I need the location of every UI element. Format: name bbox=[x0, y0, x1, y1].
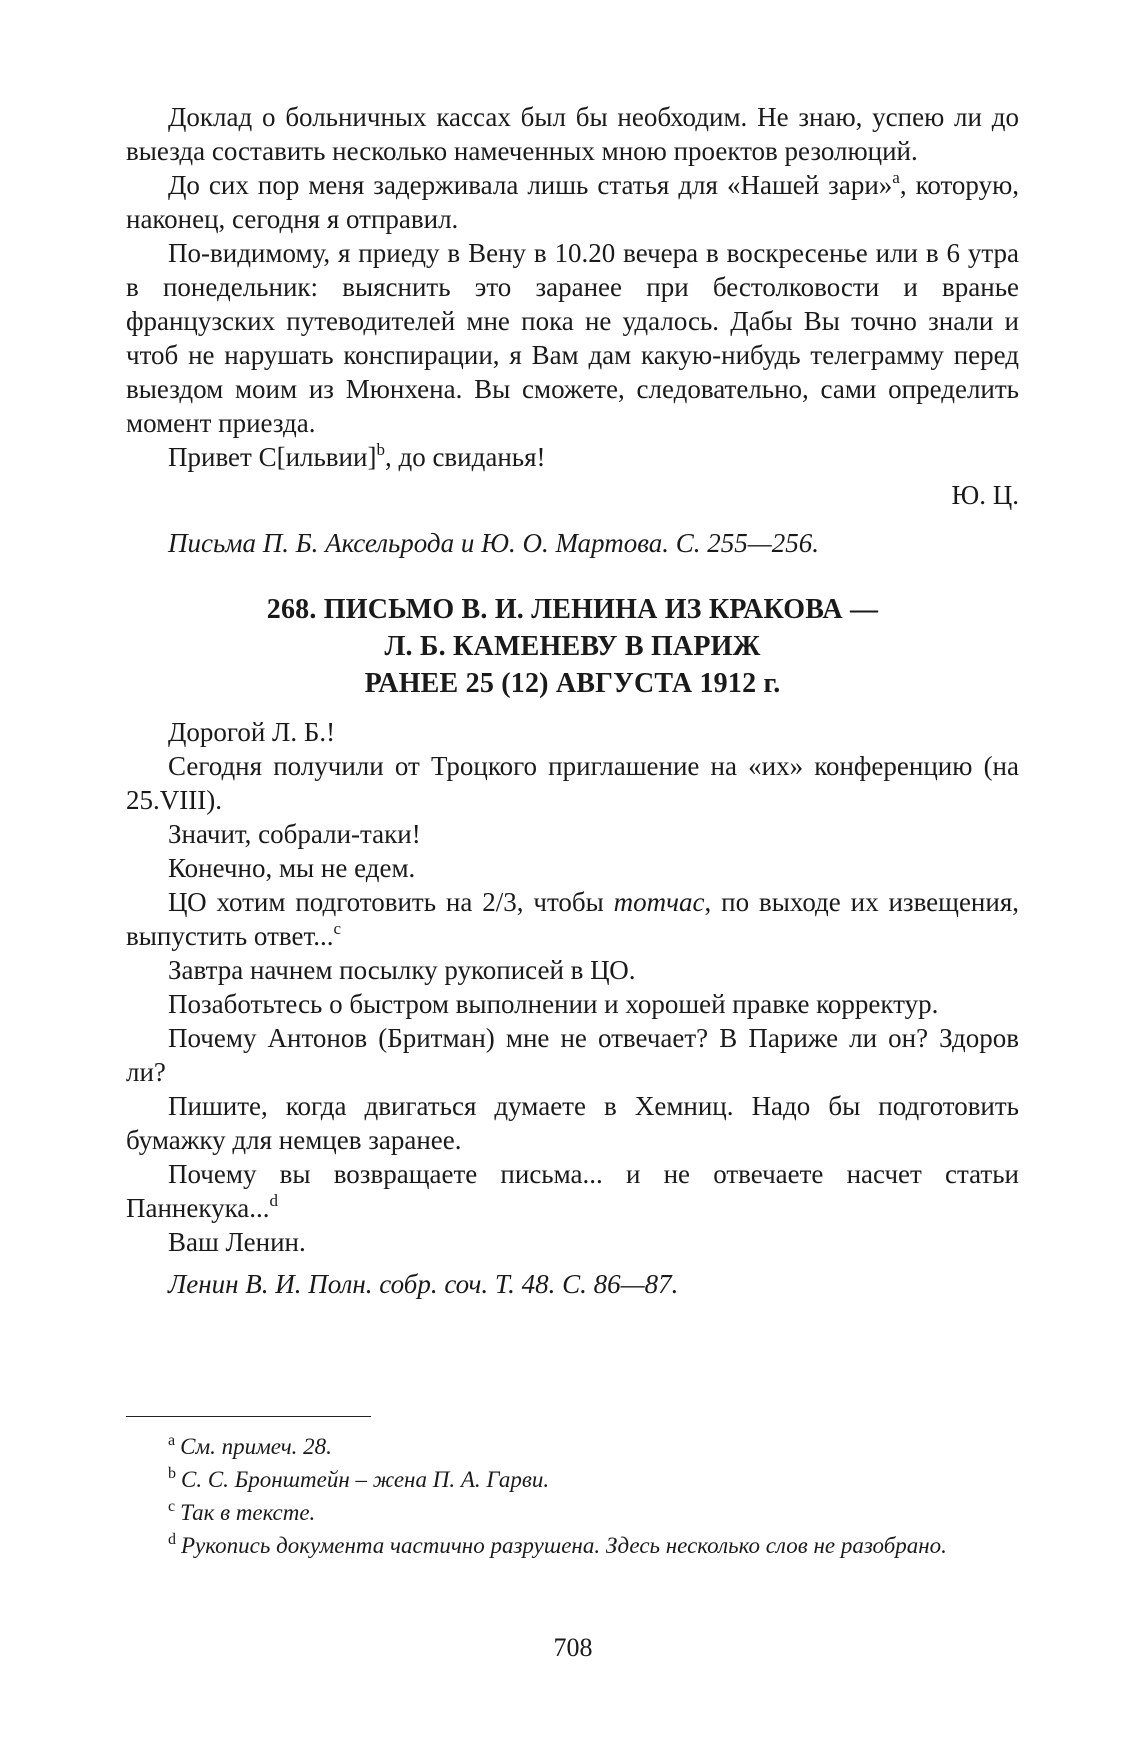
paragraph bbox=[126, 1157, 1019, 1225]
source-citation: Письма П. Б. Аксельрода и Ю. О. Мартова. С. 255—256. bbox=[168, 528, 819, 558]
paragraph: По-видимому, я приеду в Вену в 10.20 вечера в воскресенье или в 6 утра в понедельник: выяснить это заранее при бестолковости и вранье французских путеводителей мне пока не удалось. Дабы Вы точно знали и чтоб не нарушать конспирации, я Вам дам какую-нибудь телеграмму перед выездом моим из Мюнхена. Вы сможете, следовательно, сами определить момент приезда. bbox=[126, 238, 1019, 438]
footnote-ref-d[interactable]: d bbox=[269, 1191, 279, 1210]
footnote-text: Рукопись документа частично разрушена. Здесь несколько слов не разобрано. bbox=[181, 1533, 947, 1558]
footnote bbox=[126, 1531, 1019, 1560]
paragraph-text: Почему вы возвращаете письма... и не отвечаете насчет статьи Паннекука... bbox=[126, 1159, 1019, 1223]
footnote-mark: d bbox=[168, 1531, 176, 1548]
paragraph: Конечно, мы не едем. bbox=[168, 853, 416, 883]
document-heading bbox=[126, 591, 1019, 702]
paragraph: Позаботьтесь о быстром выполнении и хорошей правке корректур. bbox=[168, 989, 939, 1019]
paragraph-text: Привет С[ильвии] bbox=[168, 442, 377, 472]
paragraph: Доклад о больничных кассах был бы необходим. Не знаю, успею ли до выезда составить несколько намеченных мною проектов резолюций. bbox=[126, 102, 1019, 166]
heading-line: Л. Б. КАМЕНЕВУ В ПАРИЖ bbox=[384, 631, 761, 662]
signature: Ю. Ц. bbox=[951, 480, 1019, 510]
paragraph-text: , которую, наконец, сегодня я отправил. bbox=[126, 170, 1019, 234]
paragraph bbox=[126, 885, 1019, 953]
paragraph bbox=[126, 168, 1019, 236]
paragraph-text: , по выходе их извещения, выпустить ответ... bbox=[126, 887, 1019, 951]
letter-body bbox=[126, 715, 1019, 1301]
previous-letter-tail bbox=[126, 100, 1019, 560]
paragraph: Завтра начнем посылку рукописей в ЦО. bbox=[168, 955, 636, 985]
heading-line: РАНЕЕ 25 (12) АВГУСТА 1912 г. bbox=[364, 668, 781, 699]
emphasis: тотчас bbox=[613, 887, 705, 917]
paragraph: Значит, собрали-таки! bbox=[168, 819, 421, 849]
paragraph bbox=[126, 440, 1019, 474]
footnotes bbox=[126, 1432, 1019, 1564]
footnote bbox=[126, 1465, 1019, 1494]
footnote bbox=[126, 1432, 1019, 1461]
paragraph: Сегодня получили от Троцкого приглашение на «их» конференцию (на 25.VIII). bbox=[126, 751, 1019, 815]
footnote bbox=[126, 1498, 1019, 1527]
footnote-mark: a bbox=[168, 1432, 176, 1449]
footnote-text: С. С. Бронштейн – жена П. А. Гарви. bbox=[181, 1467, 550, 1492]
heading-line: 268. ПИСЬМО В. И. ЛЕНИНА ИЗ КРАКОВА — bbox=[266, 594, 879, 625]
paragraph-text: До сих пор меня задерживала лишь статья для «Нашей зари» bbox=[168, 170, 893, 200]
source-citation: Ленин В. И. Полн. собр. соч. Т. 48. С. 86—87. bbox=[168, 1269, 679, 1299]
paragraph: Почему Антонов (Бритман) мне не отвечает? В Париже ли он? Здоров ли? bbox=[126, 1023, 1019, 1087]
closing: Ваш Ленин. bbox=[168, 1227, 306, 1257]
footnote-text: Так в тексте. bbox=[180, 1500, 316, 1525]
page-number: 708 bbox=[553, 1633, 593, 1662]
footnote-ref-a[interactable]: a bbox=[892, 168, 900, 187]
footnote-mark: b bbox=[168, 1465, 176, 1482]
footnote-text: См. примеч. 28. bbox=[180, 1434, 332, 1459]
greeting: Дорогой Л. Б.! bbox=[168, 717, 336, 747]
paragraph-text: ЦО хотим подготовить на 2/3, чтобы bbox=[168, 887, 614, 917]
footnote-ref-b[interactable]: b bbox=[376, 440, 385, 459]
footnote-divider bbox=[126, 1416, 371, 1417]
footnote-ref-c[interactable]: c bbox=[333, 919, 342, 938]
paragraph: Пишите, когда двигаться думаете в Хемниц. Надо бы подготовить бумажку для немцев заранее. bbox=[126, 1091, 1019, 1155]
footnote-mark: c bbox=[168, 1498, 176, 1515]
paragraph-text: , до свиданья! bbox=[384, 442, 546, 472]
